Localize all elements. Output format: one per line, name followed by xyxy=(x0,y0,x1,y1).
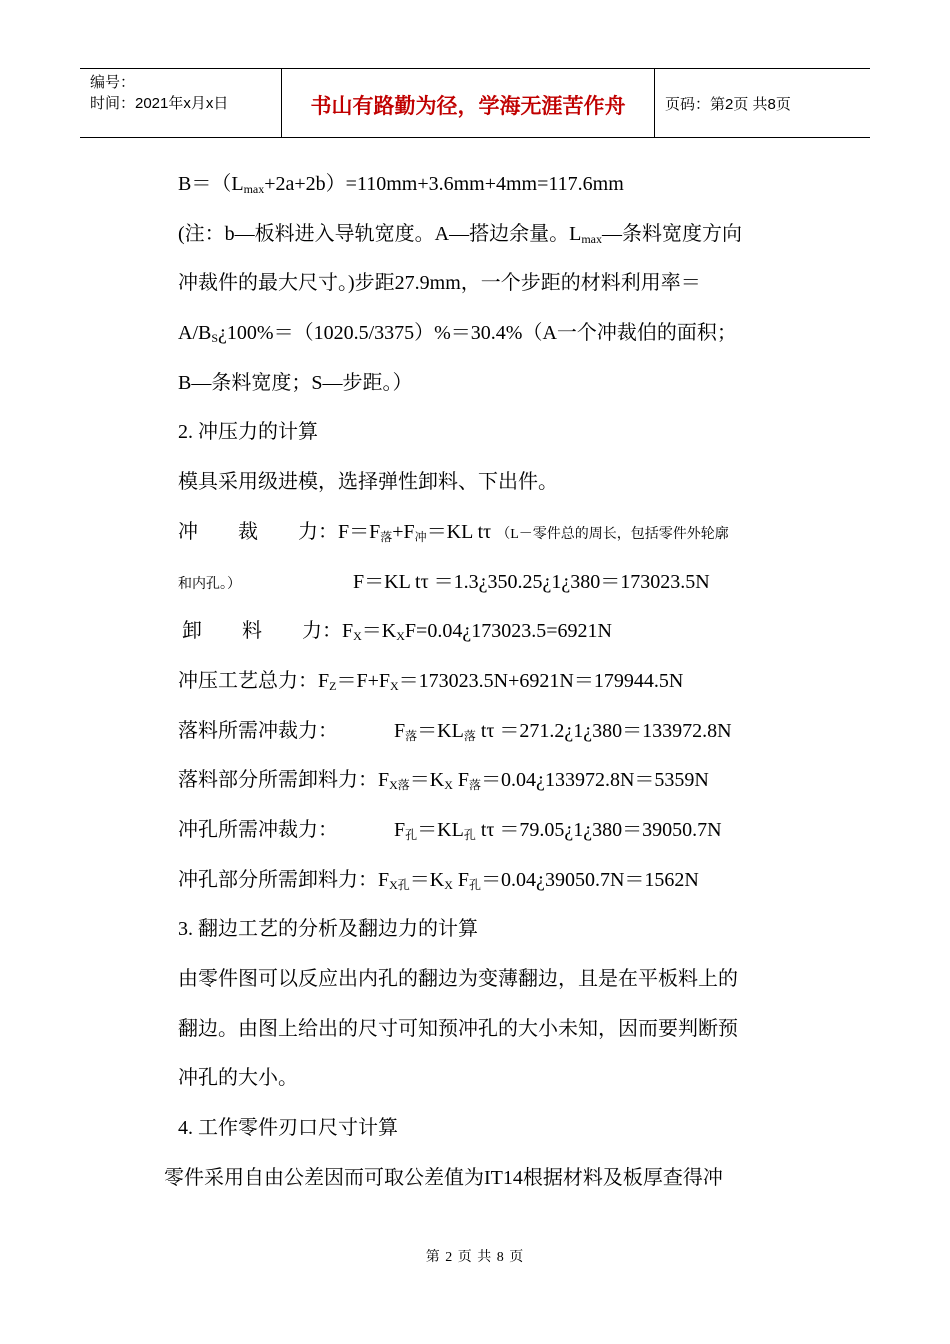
text-line: 落料所需冲裁力： $F_落=KL_落$ tτ ＝271.2¿1¿380＝133972.8N xyxy=(178,719,732,743)
text-line: 冲孔所需冲裁力： $F_孔=KL_孔$ tτ ＝79.05¿1¿380＝39050.7N xyxy=(178,818,722,842)
header-page-number: 页码：第2页 共8页 xyxy=(665,95,791,113)
text-line: B—条料宽度；S—步距。） xyxy=(178,371,413,394)
page-footer: 第 2 页 共 8 页 xyxy=(425,1250,525,1265)
document-body xyxy=(164,160,818,1203)
text-line: 冲孔部分所需卸料力：$F_{X孔}=K_X$ $F_孔=0.04¿39050.7N=1562N$ xyxy=(178,868,699,892)
text-line: 由零件图可以反应出内孔的翻边为变薄翻边，且是在平板料上的 xyxy=(178,968,738,990)
text-line: 零件采用自由公差因而可取公差值为IT14根据材料及板厚查得冲 xyxy=(164,1166,723,1189)
page-header xyxy=(80,68,870,138)
text-line: 落料部分所需卸料力：$F_{X落}=K_X$ $F_落=0.04¿133972.8N=5359N$ xyxy=(178,769,709,793)
text-line: 冲压工艺总力：$F_Z=F+F_X=173023.5N+6921N=179944.5N$ xyxy=(178,669,684,693)
document-number-label: 编号： xyxy=(90,74,136,91)
formula-note: 和内孔。） xyxy=(178,576,241,592)
text-line: 冲孔的大小。 xyxy=(178,1067,298,1090)
text-line: 模具采用级进模，选择弹性卸料、下出件。 xyxy=(178,471,558,494)
text-line: 卸 料 力：$F_X=K_XF=0.04¿173023.5=6921N$ xyxy=(182,620,612,644)
text-line: 和内孔。） F＝KL tτ ＝1.3¿350.25¿1¿380＝173023.5N xyxy=(178,570,710,593)
text-line: $B=(L_{max}+2a+2b)=110mm+3.6mm+4mm=117.6mm$ xyxy=(178,173,624,196)
header-meta xyxy=(80,69,282,137)
section-heading: 3. 翻边工艺的分析及翻边力的计算 xyxy=(178,918,478,941)
formula-note: （L－零件总的周长，包括零件外轮廓 xyxy=(496,526,729,542)
document-time-label: 时间：2021年x月x日 xyxy=(90,95,229,112)
section-heading: 2. 冲压力的计算 xyxy=(178,421,318,444)
text-line: 翻边。由图上给出的尺寸可知预冲孔的大小未知，因而要判断预 xyxy=(178,1017,738,1040)
section-heading: 4. 工作零件刃口尺寸计算 xyxy=(178,1117,398,1140)
text-line: 冲 裁 力：$F=F_落+F_冲=KL$ tτ （L－零件总的周长，包括零件外轮廓 xyxy=(178,520,729,544)
text-line: (注：b—板料进入导轨宽度。A—搭边余量。$L_{max}—$条料宽度方向 xyxy=(178,222,742,246)
text-line: 冲裁件的最大尺寸。)步距27.9mm，一个步距的材料利用率＝ xyxy=(178,272,701,295)
header-motto: 书山有路勤为径，学海无涯苦作舟 xyxy=(282,69,655,137)
text-line: $A/B_S¿100\%=(1020.5/3375)\%=30.4\%(A$一个冲裁伯的面积； xyxy=(178,322,737,346)
